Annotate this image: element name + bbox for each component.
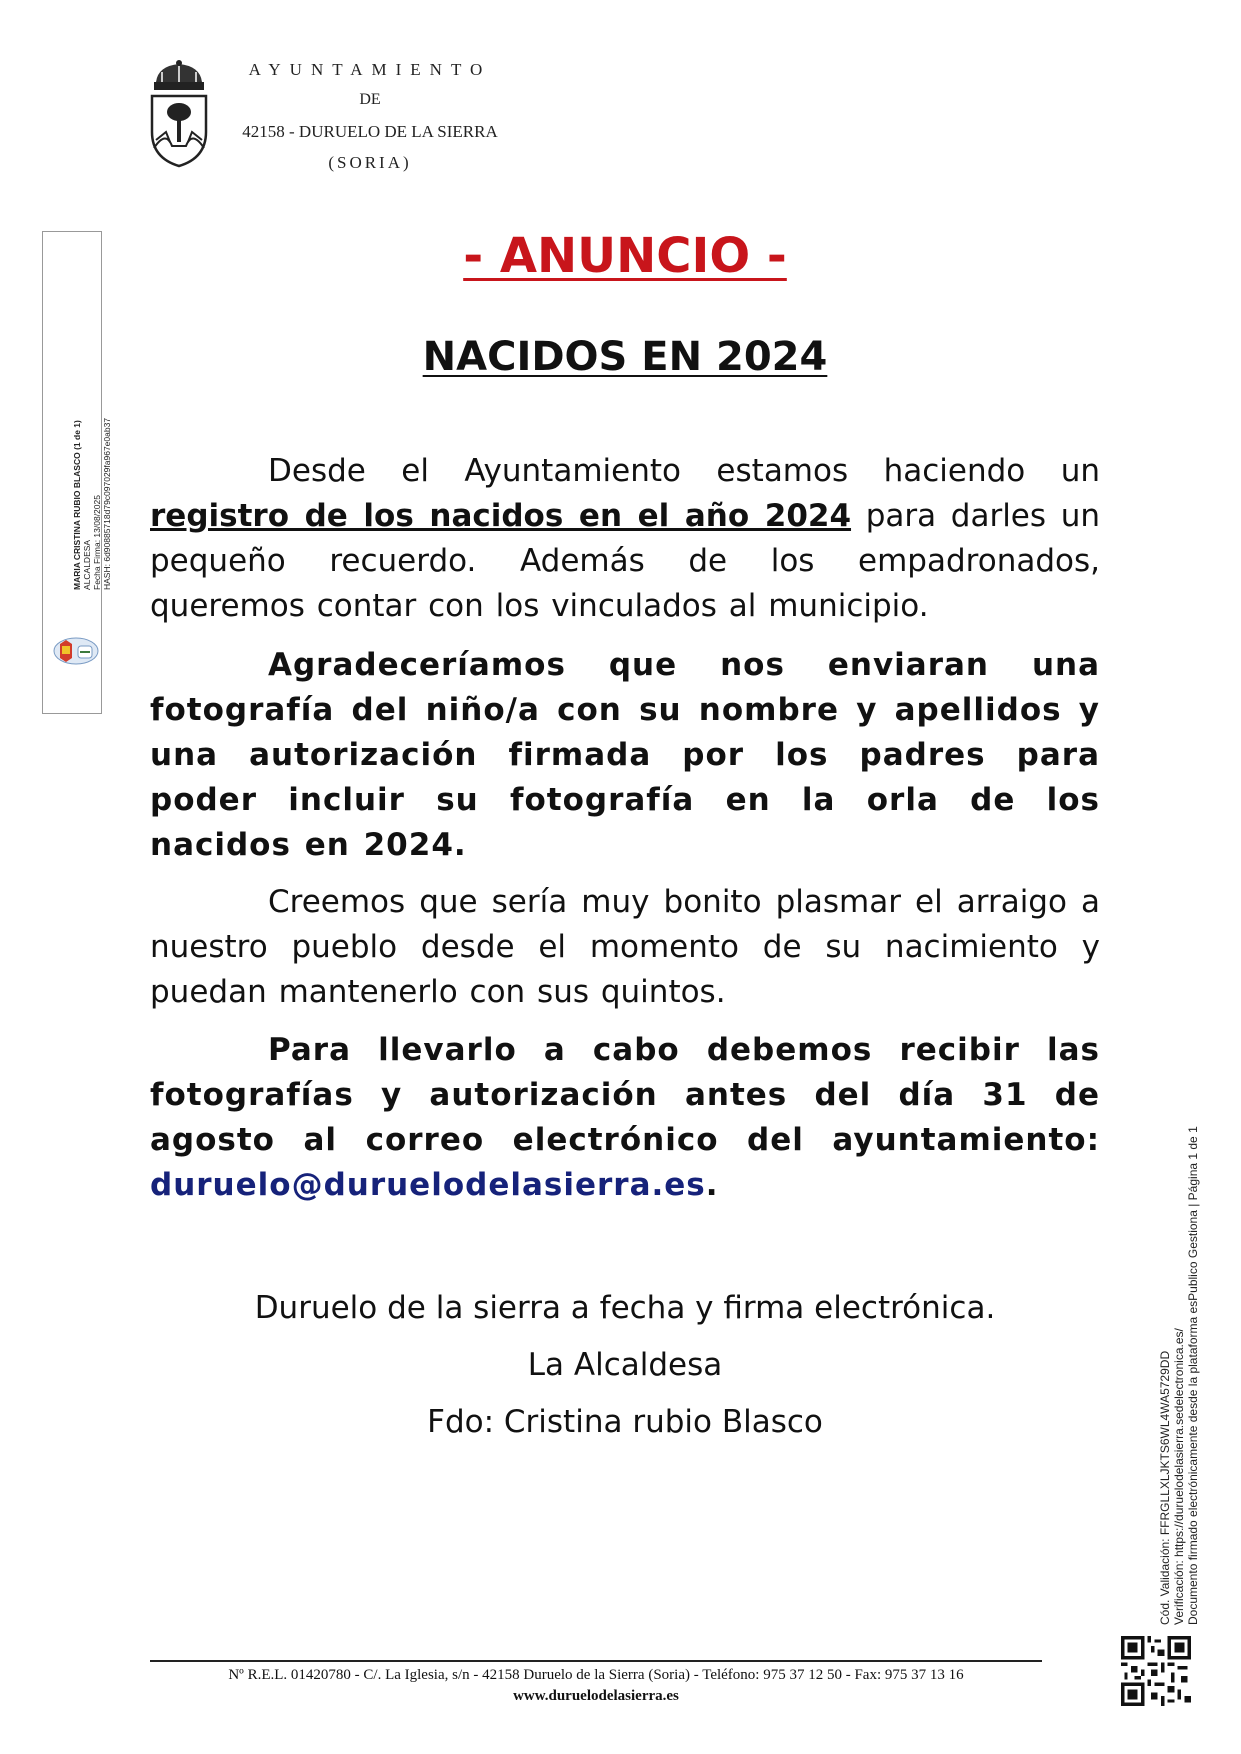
verification-text bbox=[1158, 1126, 1200, 1625]
paragraph-1 bbox=[150, 449, 1100, 629]
paragraph-3 bbox=[150, 880, 1100, 1015]
paragraph-4-text: Para llevarlo a cabo debemos recibir las fotografías y autorización antes del día 31 de agosto al correo electrónico del ayuntamiento: bbox=[150, 1032, 1100, 1158]
header-line-de: DE bbox=[359, 91, 381, 108]
verification-url[interactable]: Verificación: https://duruelodelasierra.sedelectronica.es/ bbox=[1172, 1328, 1186, 1625]
paragraph-2-text: Agradeceríamos que nos enviaran una fotografía del niño/a con su nombre y apellidos y una autorización firmada por los padres para poder incluir su fotografía en la orla de los nacidos en 2024. bbox=[150, 647, 1100, 863]
paragraph-2 bbox=[150, 643, 1100, 868]
paragraph-4 bbox=[150, 1028, 1100, 1208]
coat-of-arms-icon bbox=[148, 60, 210, 170]
email-link[interactable]: duruelo@duruelodelasierra.es bbox=[150, 1167, 706, 1203]
seal-icon bbox=[50, 634, 102, 668]
stamp-hash: HASH: 6d90885718d79c097029fa967e0ab37 bbox=[102, 417, 112, 590]
paragraph-1-start: Desde el Ayuntamiento estamos haciendo un bbox=[268, 453, 1100, 489]
header-line-ayuntamiento: AYUNTAMIENTO bbox=[248, 60, 492, 79]
footer-address: Nº R.E.L. 01420780 - C/. La Iglesia, s/n - 42158 Duruelo de la Sierra (Soria) - Teléfono: 975 37 12 50 - Fax: 975 37 13 16 bbox=[228, 1667, 964, 1683]
closing-signature: Fdo: Cristina rubio Blasco bbox=[427, 1404, 823, 1440]
verification-code: Cód. Validación: FFRGLLXLJKTS6WL4WA5729DD bbox=[1158, 1350, 1172, 1625]
paragraph-4-end: . bbox=[705, 1167, 719, 1203]
header-line-province: (SORIA) bbox=[328, 153, 412, 172]
announcement-subtitle: NACIDOS EN 2024 bbox=[422, 334, 828, 380]
qr-code-icon[interactable] bbox=[1121, 1636, 1191, 1706]
paragraph-1-end: para darles un pequeño recuerdo. Además de los empadronados, queremos contar con los vinculados al municipio. bbox=[150, 498, 1100, 624]
stamp-signer: MARIA CRISTINA RUBIO BLASCO (1 de 1) bbox=[72, 420, 82, 590]
announcement-title: - ANUNCIO - bbox=[463, 228, 787, 284]
footer-divider bbox=[150, 1660, 1042, 1662]
header-line-municipality: 42158 - DURUELO DE LA SIERRA bbox=[242, 122, 498, 141]
stamp-role: ALCALDESA bbox=[82, 539, 92, 590]
closing-role: La Alcaldesa bbox=[527, 1347, 723, 1383]
paragraph-1-highlight: registro de los nacidos en el año 2024 bbox=[150, 498, 852, 534]
footer-website[interactable]: www.duruelodelasierra.es bbox=[513, 1688, 679, 1704]
verification-platform: Documento firmado electrónicamente desde la plataforma esPublico Gestiona | Página 1 de 1 bbox=[1186, 1126, 1200, 1625]
closing-date-line: Duruelo de la sierra a fecha y firma electrónica. bbox=[254, 1290, 996, 1326]
paragraph-3-text: Creemos que sería muy bonito plasmar el arraigo a nuestro pueblo desde el momento de su nacimiento y puedan mantenerlo con sus quintos. bbox=[150, 884, 1100, 1010]
stamp-date: Fecha Firma: 13/08/2025 bbox=[92, 495, 102, 590]
signature-stamp-text bbox=[72, 350, 112, 590]
